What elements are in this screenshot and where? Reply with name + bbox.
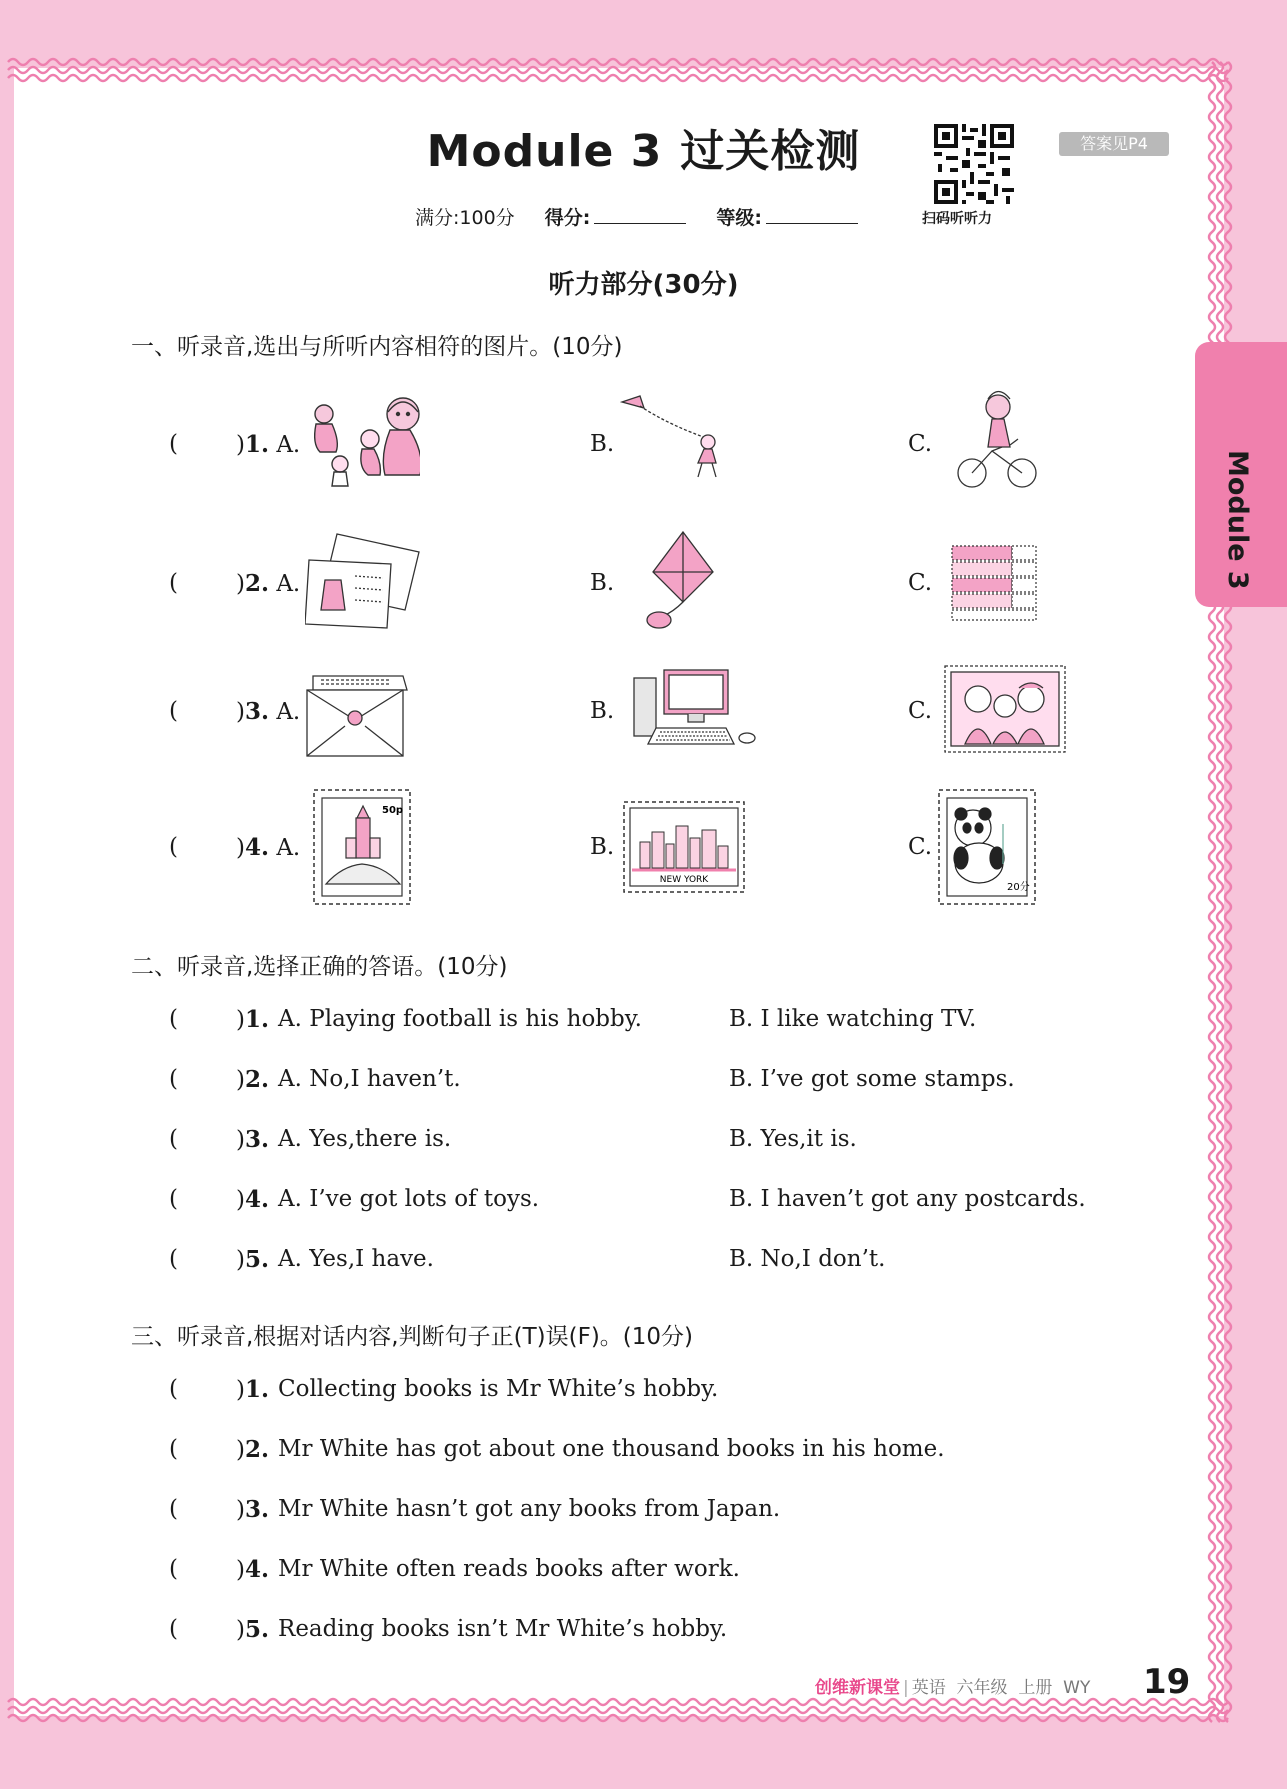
part3-statement: Mr White has got about one thousand books in his home. — [278, 1436, 945, 1462]
part2-option-b: B. I haven’t got any postcards. — [729, 1186, 1086, 1212]
answer-paren-open[interactable]: ( — [169, 1436, 178, 1462]
footer-subject: 英语 — [911, 1678, 946, 1698]
grade-label: 等级: — [716, 207, 762, 229]
part2-q-number: )3. — [236, 1126, 269, 1153]
part3-statement: Reading books isn’t Mr White’s hobby. — [278, 1616, 728, 1642]
part1-title: 一、听录音,选出与所听内容相符的图片。(10分) — [131, 334, 623, 360]
part2-q-number: )1. — [236, 1006, 269, 1033]
part3-statement: Mr White often reads books after work. — [278, 1556, 740, 1582]
panda-stamp-value: 20分 — [1007, 882, 1030, 893]
answer-paren-open[interactable]: ( — [169, 1126, 178, 1152]
part3-q-number: )4. — [236, 1556, 269, 1583]
answer-paren-open[interactable]: ( — [169, 431, 178, 457]
answer-paren-open[interactable]: ( — [169, 698, 178, 724]
castle-stamp-picture[interactable] — [312, 788, 412, 906]
part2-q-number: )2. — [236, 1066, 269, 1093]
part1-q4-number: )4. A. — [236, 834, 301, 861]
answer-paren-open[interactable]: ( — [169, 1186, 178, 1212]
answer-paren-open[interactable]: ( — [169, 1556, 178, 1582]
part2-option-a: A. Playing football is his hobby. — [278, 1006, 642, 1032]
computer-picture[interactable] — [632, 668, 767, 756]
answer-badge: 答案见P4 — [1059, 132, 1169, 156]
part1-q4-option-c: C. — [908, 834, 933, 860]
part2-option-a: A. Yes,I have. — [278, 1246, 434, 1272]
title-en: Module 3 — [426, 126, 663, 177]
footer-grade: 六年级 — [956, 1678, 1008, 1698]
panda-stamp-picture[interactable] — [937, 788, 1037, 906]
kite-picture[interactable] — [633, 530, 728, 635]
kite-flying-girl-picture[interactable] — [620, 394, 730, 494]
page-number: 19 — [1143, 1662, 1191, 1702]
answer-paren-open[interactable]: ( — [169, 1006, 178, 1032]
part1-q2-number: )2. A. — [236, 570, 301, 597]
listening-section-heading: 听力部分(30分) — [548, 270, 739, 300]
part2-option-b: B. I like watching TV. — [729, 1006, 977, 1032]
grade-blank[interactable] — [766, 223, 858, 224]
part3-q-number: )3. — [236, 1496, 269, 1523]
got-score-label: 得分: — [544, 207, 591, 229]
girls-with-dolls-picture[interactable] — [310, 394, 420, 494]
footer-brand: 创维新课堂 — [815, 1678, 900, 1698]
part2-option-b: B. Yes,it is. — [729, 1126, 857, 1152]
part2-option-b: B. No,I don’t. — [729, 1246, 886, 1272]
qr-code-icon[interactable] — [934, 124, 1014, 204]
part2-option-a: A. I’ve got lots of toys. — [278, 1186, 540, 1212]
answer-paren-open[interactable]: ( — [169, 1616, 178, 1642]
part1-q3-number: )3. A. — [236, 698, 301, 725]
answer-paren-open[interactable]: ( — [169, 834, 178, 860]
postcards-picture[interactable] — [305, 530, 420, 635]
title-zh: 过关检测 — [680, 126, 861, 177]
part1-q2-option-b: B. — [590, 570, 615, 596]
new-york-stamp-picture[interactable] — [622, 800, 746, 894]
qr-caption: 扫码听听力 — [922, 211, 992, 227]
full-score: 满分:100分 — [415, 207, 515, 229]
letter-envelope-picture[interactable] — [305, 672, 415, 760]
girl-riding-bike-picture[interactable] — [950, 385, 1045, 495]
answer-paren-open[interactable]: ( — [169, 1246, 178, 1272]
part2-option-a: A. Yes,there is. — [278, 1126, 452, 1152]
answer-paren-open[interactable]: ( — [169, 570, 178, 596]
part1-q4-option-b: B. — [590, 834, 615, 860]
answer-paren-open[interactable]: ( — [169, 1376, 178, 1402]
part3-title: 三、听录音,根据对话内容,判断句子正(T)误(F)。(10分) — [131, 1324, 694, 1350]
part2-q-number: )4. — [236, 1186, 269, 1213]
part3-q-number: )2. — [236, 1436, 269, 1463]
answer-paren-open[interactable]: ( — [169, 1066, 178, 1092]
part3-q-number: )1. — [236, 1376, 269, 1403]
part1-q1-number: )1. A. — [236, 431, 301, 458]
part2-q-number: )5. — [236, 1246, 269, 1273]
footer-edition: WY — [1063, 1678, 1091, 1698]
part1-q3-option-b: B. — [590, 698, 615, 724]
part2-title: 二、听录音,选择正确的答语。(10分) — [131, 954, 508, 980]
footer: 创维新课堂 | 英语 六年级 上册 WY — [815, 1678, 1091, 1698]
part1-q2-option-c: C. — [908, 570, 933, 596]
grade-field[interactable] — [716, 207, 858, 229]
books-stack-picture[interactable] — [950, 540, 1040, 625]
footer-term: 上册 — [1018, 1678, 1053, 1698]
part3-statement: Collecting books is Mr White’s hobby. — [278, 1376, 719, 1402]
got-score-blank[interactable] — [594, 223, 686, 224]
part1-q1-option-b: B. — [590, 431, 615, 457]
module-side-tab-label — [1177, 450, 1287, 510]
family-photo-picture[interactable] — [943, 664, 1068, 756]
part3-statement: Mr White hasn’t got any books from Japan. — [278, 1496, 781, 1522]
ny-stamp-text: NEW YORK — [659, 875, 709, 885]
part2-option-a: A. No,I haven’t. — [278, 1066, 461, 1092]
answer-paren-open[interactable]: ( — [169, 1496, 178, 1522]
part1-q1-option-c: C. — [908, 431, 933, 457]
part2-option-b: B. I’ve got some stamps. — [729, 1066, 1015, 1092]
part3-q-number: )5. — [236, 1616, 269, 1643]
score-line — [415, 203, 882, 230]
part1-q3-option-c: C. — [908, 698, 933, 724]
got-score-field[interactable] — [545, 207, 687, 229]
castle-stamp-value: 50p — [382, 805, 404, 816]
